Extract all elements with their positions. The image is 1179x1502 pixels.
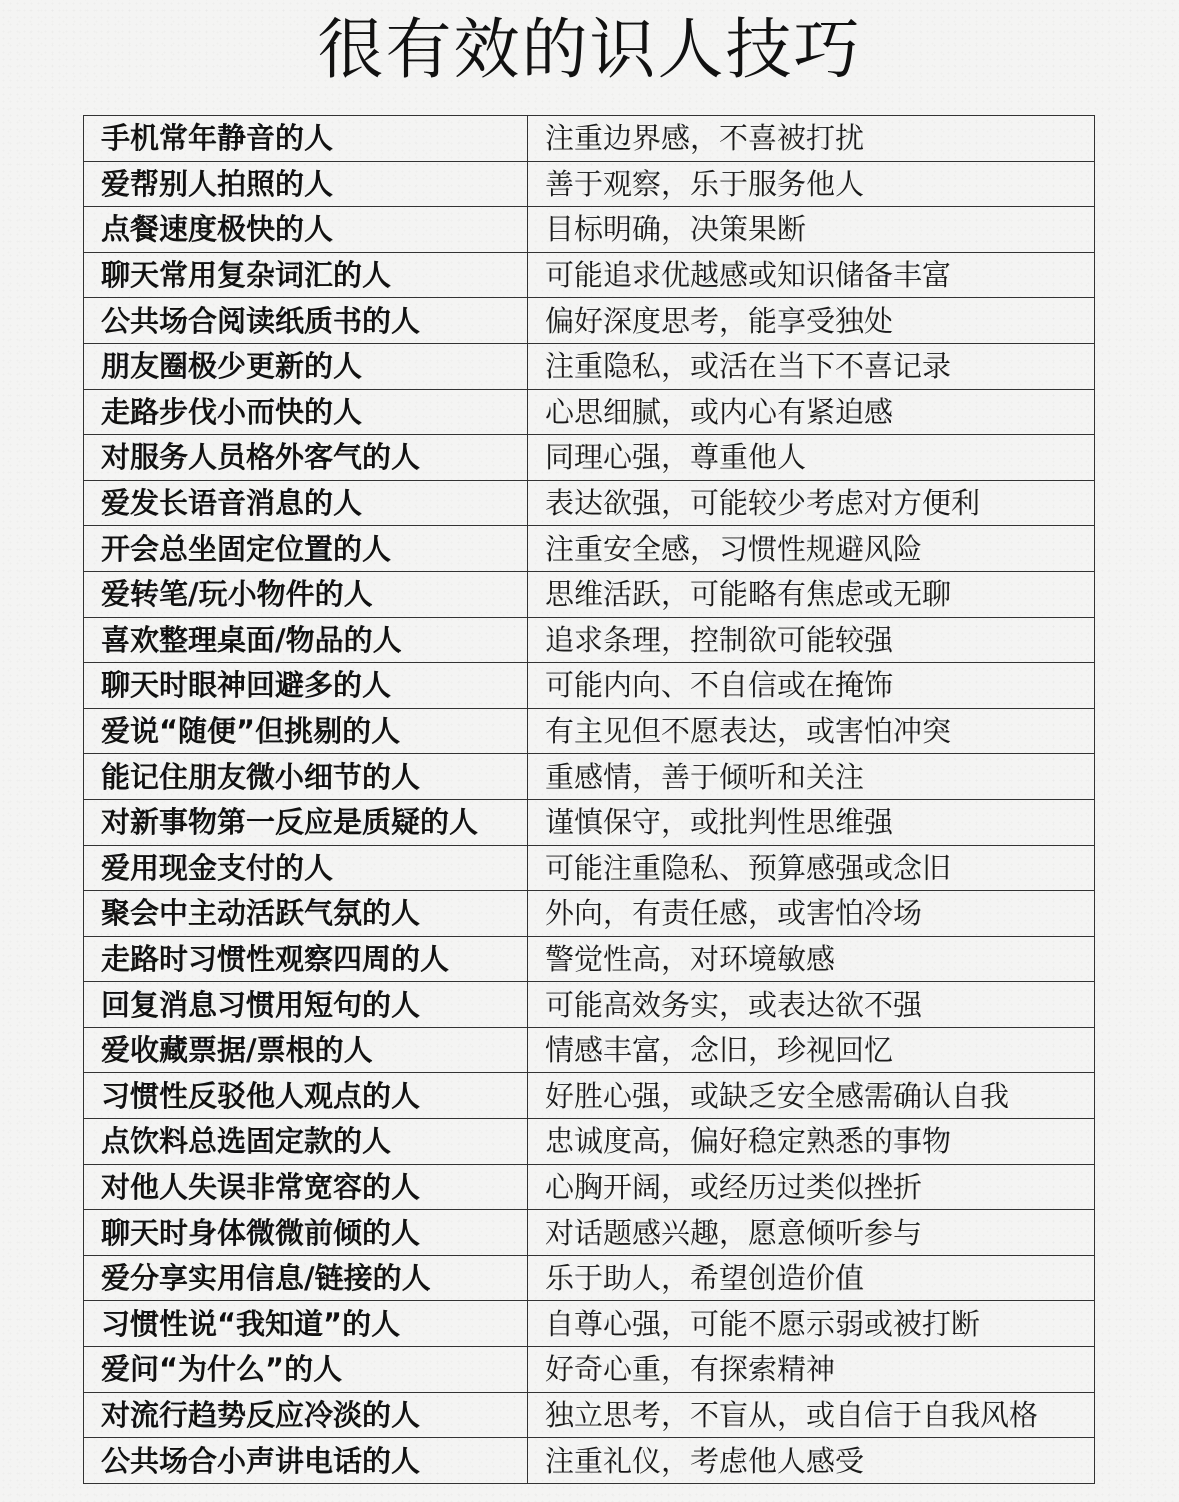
table-row xyxy=(84,1164,1095,1210)
table-row xyxy=(84,1255,1095,1301)
trait-cell: 爱用现金支付的人 xyxy=(84,845,528,891)
table-row xyxy=(84,891,1095,937)
table-row xyxy=(84,298,1095,344)
tips-table-body xyxy=(84,116,1095,1484)
trait-cell: 爱收藏票据/票根的人 xyxy=(84,1027,528,1073)
meaning-cell: 可能高效务实，或表达欲不强 xyxy=(528,982,1095,1028)
meaning-cell: 注重隐私，或活在当下不喜记录 xyxy=(528,343,1095,389)
meaning-cell: 警觉性高，对环境敏感 xyxy=(528,936,1095,982)
table-row xyxy=(84,1210,1095,1256)
meaning-cell: 思维活跃，可能略有焦虑或无聊 xyxy=(528,571,1095,617)
table-row xyxy=(84,845,1095,891)
trait-cell: 对流行趋势反应冷淡的人 xyxy=(84,1392,528,1438)
meaning-cell: 好奇心重，有探索精神 xyxy=(528,1347,1095,1393)
trait-cell: 聊天常用复杂词汇的人 xyxy=(84,252,528,298)
meaning-cell: 注重礼仪，考虑他人感受 xyxy=(528,1438,1095,1484)
trait-cell: 公共场合阅读纸质书的人 xyxy=(84,298,528,344)
meaning-cell: 对话题感兴趣，愿意倾听参与 xyxy=(528,1210,1095,1256)
meaning-cell: 自尊心强，可能不愿示弱或被打断 xyxy=(528,1301,1095,1347)
meaning-cell: 重感情，善于倾听和关注 xyxy=(528,754,1095,800)
meaning-cell: 情感丰富，念旧，珍视回忆 xyxy=(528,1027,1095,1073)
table-row xyxy=(84,1119,1095,1165)
table-row xyxy=(84,343,1095,389)
trait-cell: 朋友圈极少更新的人 xyxy=(84,343,528,389)
trait-cell: 喜欢整理桌面/物品的人 xyxy=(84,617,528,663)
trait-cell: 爱问“为什么”的人 xyxy=(84,1347,528,1393)
meaning-cell: 心思细腻，或内心有紧迫感 xyxy=(528,389,1095,435)
trait-cell: 对他人失误非常宽容的人 xyxy=(84,1164,528,1210)
table-row xyxy=(84,1027,1095,1073)
table-row xyxy=(84,207,1095,253)
meaning-cell: 可能追求优越感或知识储备丰富 xyxy=(528,252,1095,298)
meaning-cell: 注重安全感，习惯性规避风险 xyxy=(528,526,1095,572)
table-row xyxy=(84,435,1095,481)
trait-cell: 爱发长语音消息的人 xyxy=(84,480,528,526)
table-row xyxy=(84,617,1095,663)
table-row xyxy=(84,571,1095,617)
trait-cell: 习惯性反驳他人观点的人 xyxy=(84,1073,528,1119)
table-row xyxy=(84,708,1095,754)
table-row xyxy=(84,1438,1095,1484)
trait-cell: 走路步伐小而快的人 xyxy=(84,389,528,435)
trait-cell: 爱帮别人拍照的人 xyxy=(84,161,528,207)
trait-cell: 点饮料总选固定款的人 xyxy=(84,1119,528,1165)
meaning-cell: 可能内向、不自信或在掩饰 xyxy=(528,663,1095,709)
trait-cell: 开会总坐固定位置的人 xyxy=(84,526,528,572)
table-row xyxy=(84,161,1095,207)
table-row xyxy=(84,480,1095,526)
tips-table xyxy=(83,115,1095,1484)
trait-cell: 爱转笔/玩小物件的人 xyxy=(84,571,528,617)
meaning-cell: 追求条理，控制欲可能较强 xyxy=(528,617,1095,663)
table-row xyxy=(84,936,1095,982)
meaning-cell: 谨慎保守，或批判性思维强 xyxy=(528,799,1095,845)
meaning-cell: 心胸开阔，或经历过类似挫折 xyxy=(528,1164,1095,1210)
table-row xyxy=(84,799,1095,845)
table-row xyxy=(84,389,1095,435)
meaning-cell: 善于观察，乐于服务他人 xyxy=(528,161,1095,207)
trait-cell: 能记住朋友微小细节的人 xyxy=(84,754,528,800)
table-row xyxy=(84,116,1095,162)
trait-cell: 走路时习惯性观察四周的人 xyxy=(84,936,528,982)
table-row xyxy=(84,526,1095,572)
page-title: 很有效的识人技巧 xyxy=(317,11,862,88)
table-row xyxy=(84,1347,1095,1393)
table-row xyxy=(84,1301,1095,1347)
table-row xyxy=(84,663,1095,709)
meaning-cell: 外向，有责任感，或害怕冷场 xyxy=(528,891,1095,937)
meaning-cell: 独立思考，不盲从，或自信于自我风格 xyxy=(528,1392,1095,1438)
meaning-cell: 表达欲强，可能较少考虑对方便利 xyxy=(528,480,1095,526)
trait-cell: 对新事物第一反应是质疑的人 xyxy=(84,799,528,845)
trait-cell: 聊天时身体微微前倾的人 xyxy=(84,1210,528,1256)
meaning-cell: 忠诚度高，偏好稳定熟悉的事物 xyxy=(528,1119,1095,1165)
table-row xyxy=(84,1073,1095,1119)
table-row xyxy=(84,754,1095,800)
meaning-cell: 可能注重隐私、预算感强或念旧 xyxy=(528,845,1095,891)
trait-cell: 公共场合小声讲电话的人 xyxy=(84,1438,528,1484)
meaning-cell: 目标明确，决策果断 xyxy=(528,207,1095,253)
table-row xyxy=(84,982,1095,1028)
meaning-cell: 乐于助人，希望创造价值 xyxy=(528,1255,1095,1301)
meaning-cell: 偏好深度思考，能享受独处 xyxy=(528,298,1095,344)
trait-cell: 回复消息习惯用短句的人 xyxy=(84,982,528,1028)
trait-cell: 手机常年静音的人 xyxy=(84,116,528,162)
trait-cell: 聊天时眼神回避多的人 xyxy=(84,663,528,709)
trait-cell: 聚会中主动活跃气氛的人 xyxy=(84,891,528,937)
meaning-cell: 同理心强，尊重他人 xyxy=(528,435,1095,481)
meaning-cell: 好胜心强，或缺乏安全感需确认自我 xyxy=(528,1073,1095,1119)
trait-cell: 爱分享实用信息/链接的人 xyxy=(84,1255,528,1301)
trait-cell: 习惯性说“我知道”的人 xyxy=(84,1301,528,1347)
table-row xyxy=(84,252,1095,298)
trait-cell: 爱说“随便”但挑剔的人 xyxy=(84,708,528,754)
trait-cell: 点餐速度极快的人 xyxy=(84,207,528,253)
table-row xyxy=(84,1392,1095,1438)
meaning-cell: 有主见但不愿表达，或害怕冲突 xyxy=(528,708,1095,754)
trait-cell: 对服务人员格外客气的人 xyxy=(84,435,528,481)
meaning-cell: 注重边界感，不喜被打扰 xyxy=(528,116,1095,162)
